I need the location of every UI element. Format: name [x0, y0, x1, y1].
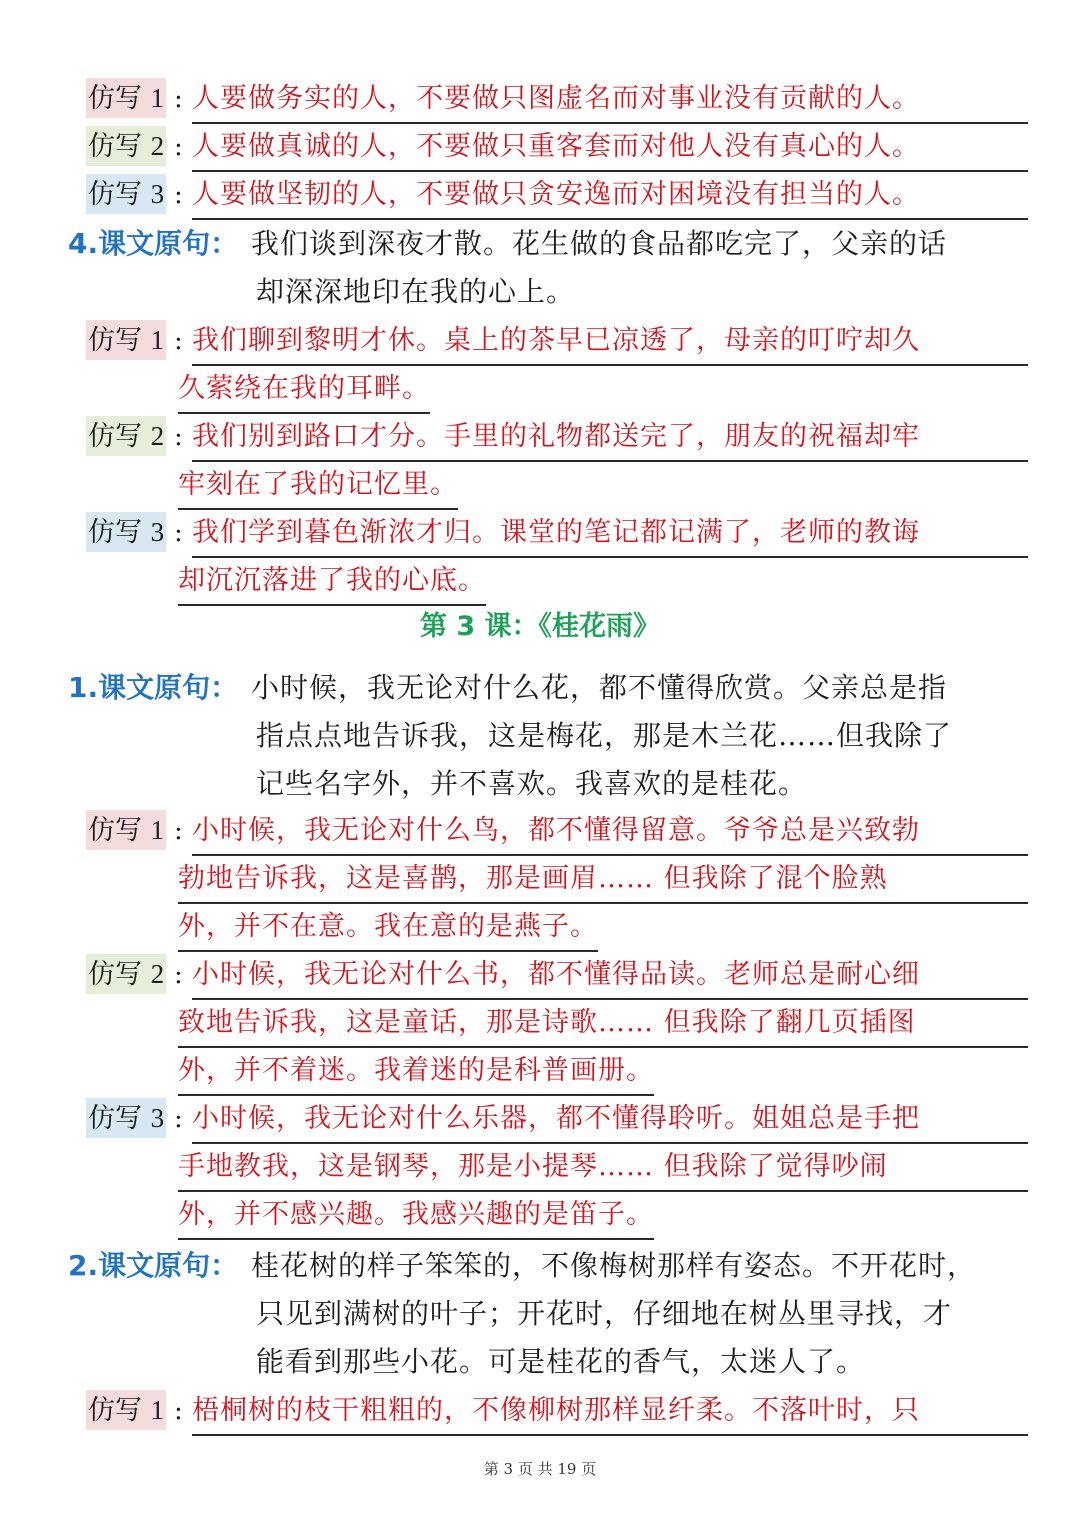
imitation-tag: 仿写 3	[86, 1098, 166, 1138]
imitation-l3-2-1: 仿写 1 : 梧桐树的枝干粗粗的，不像柳树那样显纤柔。不落叶时，只	[86, 1388, 1028, 1436]
original-label: 2.课文原句：	[68, 1249, 239, 1282]
imitation-l3-1-1: 仿写 1 : 小时候，我无论对什么鸟，都不懂得留意。爷爷总是兴致勃 勃地告诉我，这是喜鹊，那是画眉…… 但我除了混个脸熟 外，并不在意。我在意的是燕子。	[86, 808, 1028, 952]
imitation-l3-1-3: 仿写 3 : 小时候，我无论对什么乐器，都不懂得聆听。姐姐总是手把 手地教我，这是钢琴，那是小提琴…… 但我除了觉得吵闹 外，并不感兴趣。我感兴趣的是笛子。	[86, 1096, 1028, 1240]
imitation-tag: 仿写 3	[86, 174, 166, 214]
imitation-4-1: 仿写 1 : 我们聊到黎明才休。桌上的茶早已凉透了，母亲的叮咛却久 久萦绕在我的耳畔。	[86, 318, 1028, 414]
imitation-tag: 仿写 1	[86, 78, 166, 118]
original-label: 4.课文原句：	[68, 227, 239, 260]
original-sentence-l3-2: 2.课文原句： 桂花树的样子笨笨的，不像梅树那样有姿态。不开花时， 只见到满树的叶子；开花时，仔细地在树丛里寻找，才 能看到那些小花。可是桂花的香气，太迷人了。	[68, 1242, 1028, 1386]
imitation-tag: 仿写 1	[86, 1390, 166, 1430]
imitation-line: 人要做务实的人，不要做只图虚名而对事业没有贡献的人。	[192, 76, 1028, 124]
imitation-2: 仿写 2 : 人要做真诚的人，不要做只重客套而对他人没有真心的人。	[86, 124, 1028, 172]
imitation-tag: 仿写 1	[86, 320, 166, 360]
imitation-line: 人要做真诚的人，不要做只重客套而对他人没有真心的人。	[192, 124, 1028, 172]
imitation-line: 人要做坚韧的人，不要做只贪安逸而对困境没有担当的人。	[192, 172, 1028, 220]
lesson-title: 第 3 课：《桂花雨》	[419, 611, 661, 642]
imitation-tag: 仿写 1	[86, 810, 166, 850]
imitation-tag: 仿写 2	[86, 126, 166, 166]
imitation-1: 仿写 1 : 人要做务实的人，不要做只图虚名而对事业没有贡献的人。	[86, 76, 1028, 124]
imitation-3: 仿写 3 : 人要做坚韧的人，不要做只贪安逸而对困境没有担当的人。	[86, 172, 1028, 220]
original-sentence-l3-1: 1.课文原句： 小时候，我无论对什么花，都不懂得欣赏。父亲总是指 指点点地告诉我，这是梅花，那是木兰花……但我除了 记些名字外，并不喜欢。我喜欢的是桂花。	[68, 664, 1028, 808]
imitation-tag: 仿写 2	[86, 954, 166, 994]
imitation-tag: 仿写 3	[86, 512, 166, 552]
original-label: 1.课文原句：	[68, 671, 239, 704]
imitation-tag: 仿写 2	[86, 416, 166, 456]
imitation-4-3: 仿写 3 : 我们学到暮色渐浓才归。课堂的笔记都记满了，老师的教诲 却沉沉落进了我的心底。	[86, 510, 1028, 606]
imitation-l3-1-2: 仿写 2 : 小时候，我无论对什么书，都不懂得品读。老师总是耐心细 致地告诉我，这是童话，那是诗歌…… 但我除了翻几页插图 外，并不着迷。我着迷的是科普画册。	[86, 952, 1028, 1096]
page-footer: 第 3 页 共 19 页	[483, 1460, 597, 1478]
original-sentence-4: 4.课文原句： 我们谈到深夜才散。花生做的食品都吃完了，父亲的话 却深深地印在我的心上。	[68, 220, 1028, 316]
imitation-4-2: 仿写 2 : 我们别到路口才分。手里的礼物都送完了，朋友的祝福却牢 牢刻在了我的记忆里。	[86, 414, 1028, 510]
